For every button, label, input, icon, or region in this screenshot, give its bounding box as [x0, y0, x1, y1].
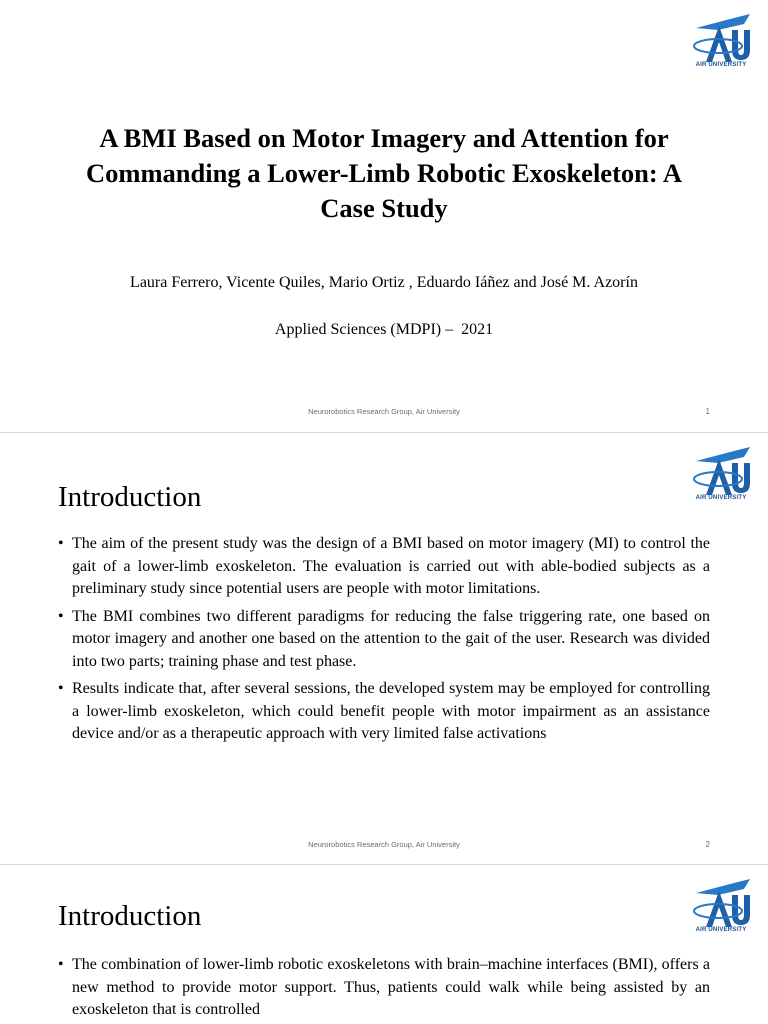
slide-footer: Neurorobotics Research Group, Air University	[308, 407, 460, 416]
slide-heading: Introduction	[58, 481, 202, 513]
air-university-logo	[688, 445, 754, 503]
bullet-list	[58, 954, 710, 1024]
authors: Laura Ferrero, Vicente Quiles, Mario Ortiz , Eduardo Iáñez and José M. Azorín	[130, 274, 638, 291]
slide-number: 2	[705, 840, 710, 849]
slide-number: 1	[705, 407, 710, 416]
logo-label: AIR UNIVERSITY	[695, 927, 747, 933]
publication-venue: Applied Sciences (MDPI) – 2021	[274, 321, 494, 338]
slide-heading: Introduction	[58, 900, 202, 932]
air-university-emblem-icon	[688, 445, 754, 497]
air-university-emblem-icon	[688, 877, 754, 929]
bullet-item: • The combination of lower-limb robotic exoskeletons with brain–machine interfaces (BMI), offers a new method to provide motor support. Thus, patients could walk while being assisted by an exoskeleton that is controlled	[58, 954, 710, 1022]
bullet-item: • Results indicate that, after several sessions, the developed system may be employed for controlling a lower-limb exoskeleton, which could benefit people with motor impairment as an assistance device and/or as a therapeutic approach with very limited false activations	[58, 678, 710, 746]
bullet-item: • The BMI combines two different paradigms for reducing the false triggering rate, one based on motor imagery and another one based on the attention to the gait of the user. Research was divided into two parts; training phase and test phase.	[58, 606, 710, 674]
air-university-emblem-icon	[688, 12, 754, 64]
bullet-list	[58, 533, 710, 751]
air-university-logo	[688, 12, 754, 70]
paper-title: A BMI Based on Motor Imagery and Attention for Commanding a Lower-Limb Robotic Exoskeleton: A Case Study	[85, 123, 683, 223]
logo-label: AIR UNIVERSITY	[695, 62, 747, 68]
slide-footer: Neurorobotics Research Group, Air University	[308, 840, 460, 849]
introduction-slide-continued	[0, 865, 768, 1024]
title-slide	[0, 0, 768, 432]
introduction-slide	[0, 433, 768, 864]
logo-label: AIR UNIVERSITY	[695, 495, 747, 501]
bullet-item: • The aim of the present study was the design of a BMI based on motor imagery (MI) to control the gait of a lower-limb exoskeleton. The evaluation is carried out with able-bodied subjects as a preliminary study since potential users are people with motor limitations.	[58, 533, 710, 601]
air-university-logo	[688, 877, 754, 935]
